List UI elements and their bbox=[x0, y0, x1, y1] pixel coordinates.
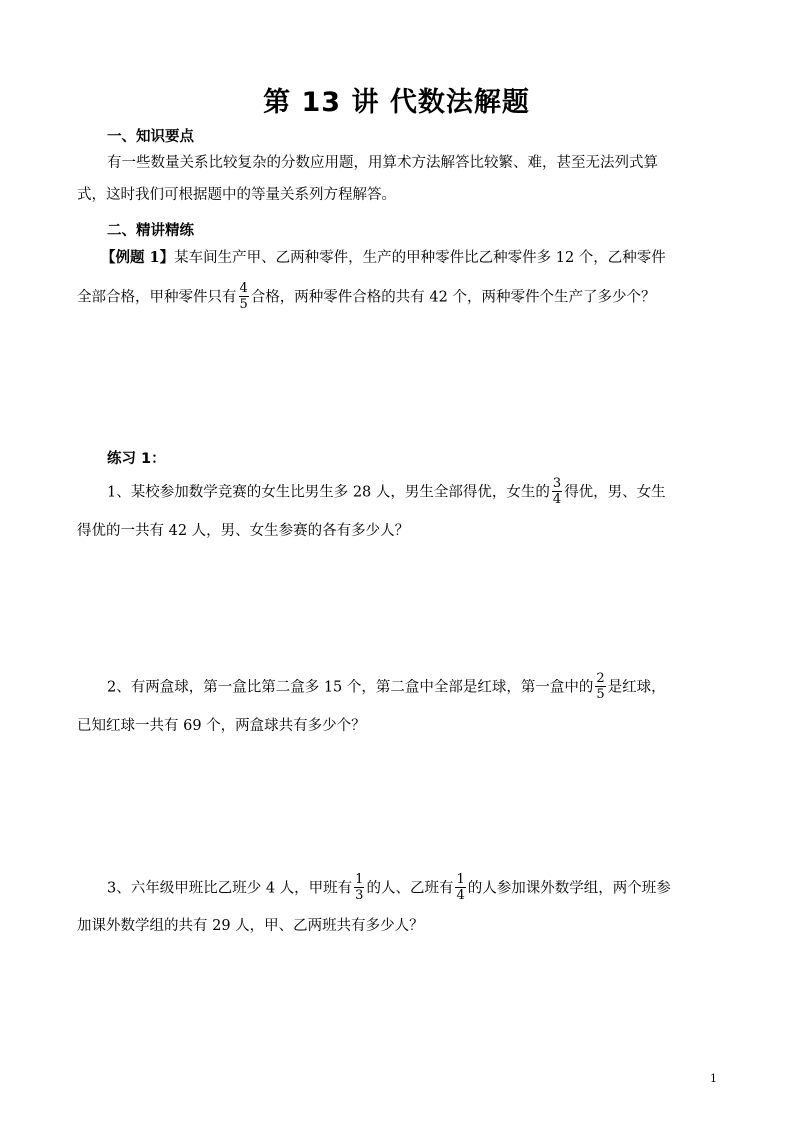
question-3-text-1b: 的人、乙班有 bbox=[366, 880, 454, 897]
section-heading-practice: 二、精讲精练 bbox=[107, 223, 194, 239]
example-1-text-2a: 全部合格，甲种零件只有 bbox=[77, 289, 237, 306]
question-1-text-1b: 得优，男、女生 bbox=[564, 484, 666, 501]
question-3-line-1 bbox=[107, 873, 671, 903]
fraction-denominator: 4 bbox=[456, 888, 465, 903]
fraction-denominator: 4 bbox=[552, 492, 562, 507]
example-1-line-1 bbox=[101, 243, 666, 273]
intro-line-1: 有一些数量关系比较复杂的分数应用题，用算术方法解答比较繁、难，甚至无法列式算 bbox=[107, 155, 658, 171]
intro-line-2: 式，这时我们可根据题中的等量关系列方程解答。 bbox=[77, 187, 396, 203]
example-1-text-1: 某车间生产甲、乙两种零件，生产的甲种零件比乙种零件多 12 个，乙种零件 bbox=[174, 250, 666, 266]
fraction-numerator: 4 bbox=[239, 281, 248, 296]
fraction-one-third bbox=[354, 872, 364, 903]
fraction-numerator: 3 bbox=[552, 476, 562, 491]
question-3-line-2: 加课外数学组的共有 29 人，甲、乙两班共有多少人？ bbox=[77, 918, 424, 934]
fraction-two-fifths bbox=[595, 671, 605, 702]
page-number: 1 bbox=[710, 1072, 717, 1085]
question-3-text-1a: 3、六年级甲班比乙班少 4 人，甲班有 bbox=[107, 880, 353, 897]
question-2-line-2: 已知红球一共有 69 个，两盒球共有多少个？ bbox=[77, 718, 366, 734]
page-title: 第 13 讲 代数法解题 bbox=[263, 87, 530, 118]
question-1-text-1a: 1、某校参加数学竞赛的女生比男生多 28 人，男生全部得优，女生的 bbox=[107, 484, 550, 501]
question-2-text-1a: 2、有两盒球，第一盒比第二盒多 15 个，第二盒中全部是红球，第一盒中的 bbox=[107, 679, 594, 696]
question-1-line-1 bbox=[107, 477, 666, 507]
question-3-text-1c: 的人参加课外数学组，两个班参 bbox=[467, 880, 671, 897]
fraction-numerator: 1 bbox=[456, 872, 465, 887]
fraction-one-quarter bbox=[455, 872, 465, 903]
practice-heading: 练习 1： bbox=[107, 451, 166, 467]
example-1-text-2b: 合格，两种零件合格的共有 42 个，两种零件个生产了多少个？ bbox=[250, 289, 656, 306]
fraction-numerator: 1 bbox=[355, 872, 364, 887]
example-1-label: 【例题 1】 bbox=[101, 249, 175, 266]
fraction-denominator: 3 bbox=[355, 888, 364, 903]
fraction-denominator: 5 bbox=[596, 687, 605, 702]
fraction-four-fifths bbox=[239, 281, 249, 312]
fraction-three-quarters bbox=[552, 476, 562, 507]
question-2-text-1b: 是红球， bbox=[607, 679, 666, 696]
fraction-numerator: 2 bbox=[596, 671, 605, 686]
question-2-line-1 bbox=[107, 672, 666, 702]
section-heading-key-points: 一、知识要点 bbox=[107, 129, 194, 145]
fraction-denominator: 5 bbox=[239, 297, 248, 312]
question-1-line-2: 得优的一共有 42 人，男、女生参赛的各有多少人？ bbox=[77, 523, 410, 539]
example-1-line-2 bbox=[77, 282, 655, 312]
